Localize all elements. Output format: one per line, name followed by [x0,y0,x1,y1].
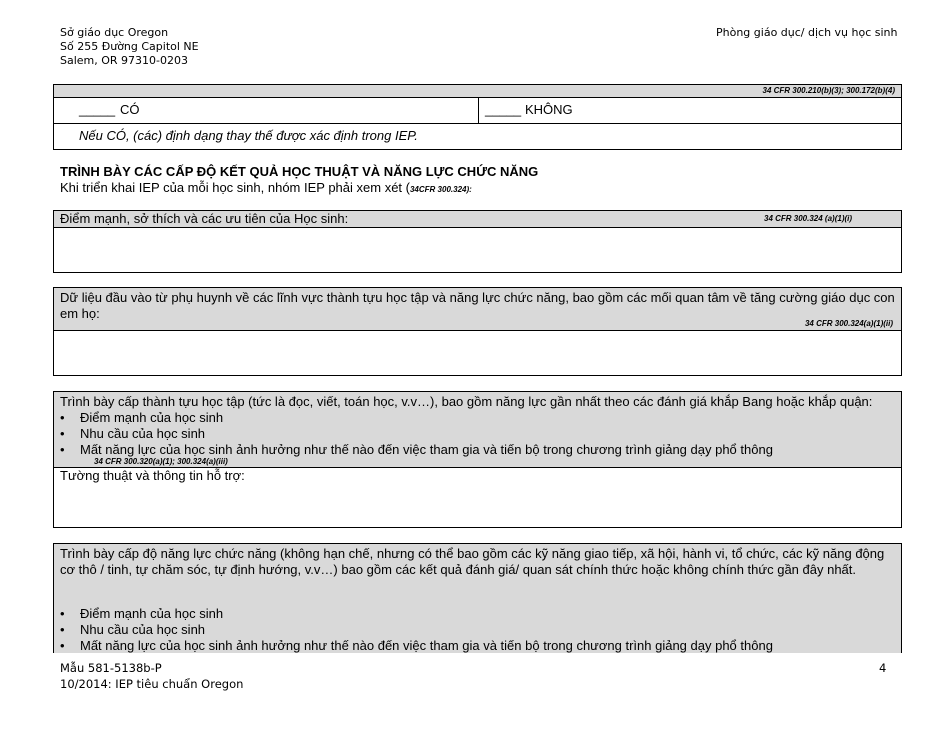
section-title: TRÌNH BÀY CÁC CẤP ĐỘ KẾT QUẢ HỌC THUẬT VÀ NĂNG LỰC CHỨC NĂNG [60,164,539,179]
alternate-format-ref-row [54,85,901,98]
form-number: Mẫu 581-5138b-P [60,661,162,675]
section-intro [60,180,472,198]
academic-bullet-impact: • Mất năng lực của học sinh ảnh hưởng như thế nào đến việc tham gia và tiến bộ trong chương trình giảng dạy phổ thông [54,442,901,458]
functional-label: Trình bày cấp độ năng lực chức năng (không hạn chế, nhưng có thể bao gồm các kỹ năng giao tiếp, xã hội, hành vi, tổ chức, các kỹ năng động cơ thô / tinh, tự chăm sóc, tự định hướng, v.v…) bao gồm các kết quả đánh giá/ quan sát chính thức hoặc không chính thức gần đây nhất. [60,546,885,577]
address-line-1: Số 255 Đường Capitol NE [60,40,199,53]
section-intro-text: Khi triển khai IEP của mỗi học sinh, nhóm IEP phải xem xét ( [60,180,410,195]
academic-ref: 34 CFR 300.320(a)(1); 300.324(a)(iii) [94,457,228,466]
academic-narrative-label: Tường thuật và thông tin hỗ trợ: [60,468,245,483]
academic-bullet-strengths: • Điểm mạnh của học sinh [54,410,901,426]
cfr-reference: 34 CFR 300.210(b)(3); 300.172(b)(4) [762,86,895,95]
page-number: 4 [879,661,887,675]
strengths-header [54,211,901,228]
yes-no-row [54,98,901,124]
org-address-block [60,26,199,68]
alternate-format-box [53,84,902,150]
alternate-format-note: Nếu CÓ, (các) định dạng thay thế được xác định trong IEP. [79,128,418,143]
form-edition: 10/2014: IEP tiêu chuẩn Oregon [60,677,244,691]
org-name: Sở giáo dục Oregon [60,26,169,39]
address-line-2: Salem, OR 97310-0203 [60,54,189,67]
functional-bullets [54,606,901,654]
yes-cell[interactable] [54,98,479,123]
parent-input-label: Dữ liệu đầu vào từ phụ huynh về các lĩnh vực thành tựu học tập và năng lực chức năng, bao gồm các mối quan tâm về tăng cường giáo dục con em họ: [60,290,895,321]
strengths-box [53,210,902,273]
yes-blank[interactable]: _____ [79,102,116,117]
academic-bullets [54,410,901,458]
functional-bullet-strengths: • Điểm mạnh của học sinh [54,606,901,622]
section-intro-ref: 34CFR 300.324): [409,185,472,194]
no-blank[interactable]: _____ [485,102,522,117]
no-label: KHÔNG [525,102,573,117]
functional-bullet-impact: • Mất năng lực của học sinh ảnh hưởng như thế nào đến việc tham gia và tiến bộ trong chương trình giảng dạy phổ thông [54,638,901,654]
functional-box [53,543,902,653]
academic-header [54,392,901,468]
parent-input-ref: 34 CFR 300.324(a)(1)(ii) [804,319,893,328]
parent-input-box [53,287,902,376]
strengths-ref: 34 CFR 300.324 (a)(1)(i) [764,214,853,223]
academic-box [53,391,902,528]
yes-label: CÓ [120,102,140,117]
functional-bullet-needs: • Nhu cầu của học sinh [54,622,901,638]
parent-input-header [54,288,901,331]
academic-label: Trình bày cấp thành tựu học tập (tức là đọc, viết, toán học, v.v…), bao gồm năng lực gần nhất theo các đánh giá khắp Bang hoặc khắp quận: [60,394,873,409]
no-cell[interactable] [479,98,901,123]
department-name: Phòng giáo dục/ dịch vụ học sinh [716,26,898,39]
strengths-label: Điểm mạnh, sở thích và các ưu tiên của Học sinh: [60,211,349,226]
strengths-input[interactable] [54,228,901,276]
footer-block [60,660,243,692]
academic-narrative-input[interactable] [54,484,901,526]
academic-bullet-needs: • Nhu cầu của học sinh [54,426,901,442]
parent-input-field[interactable] [54,331,901,379]
